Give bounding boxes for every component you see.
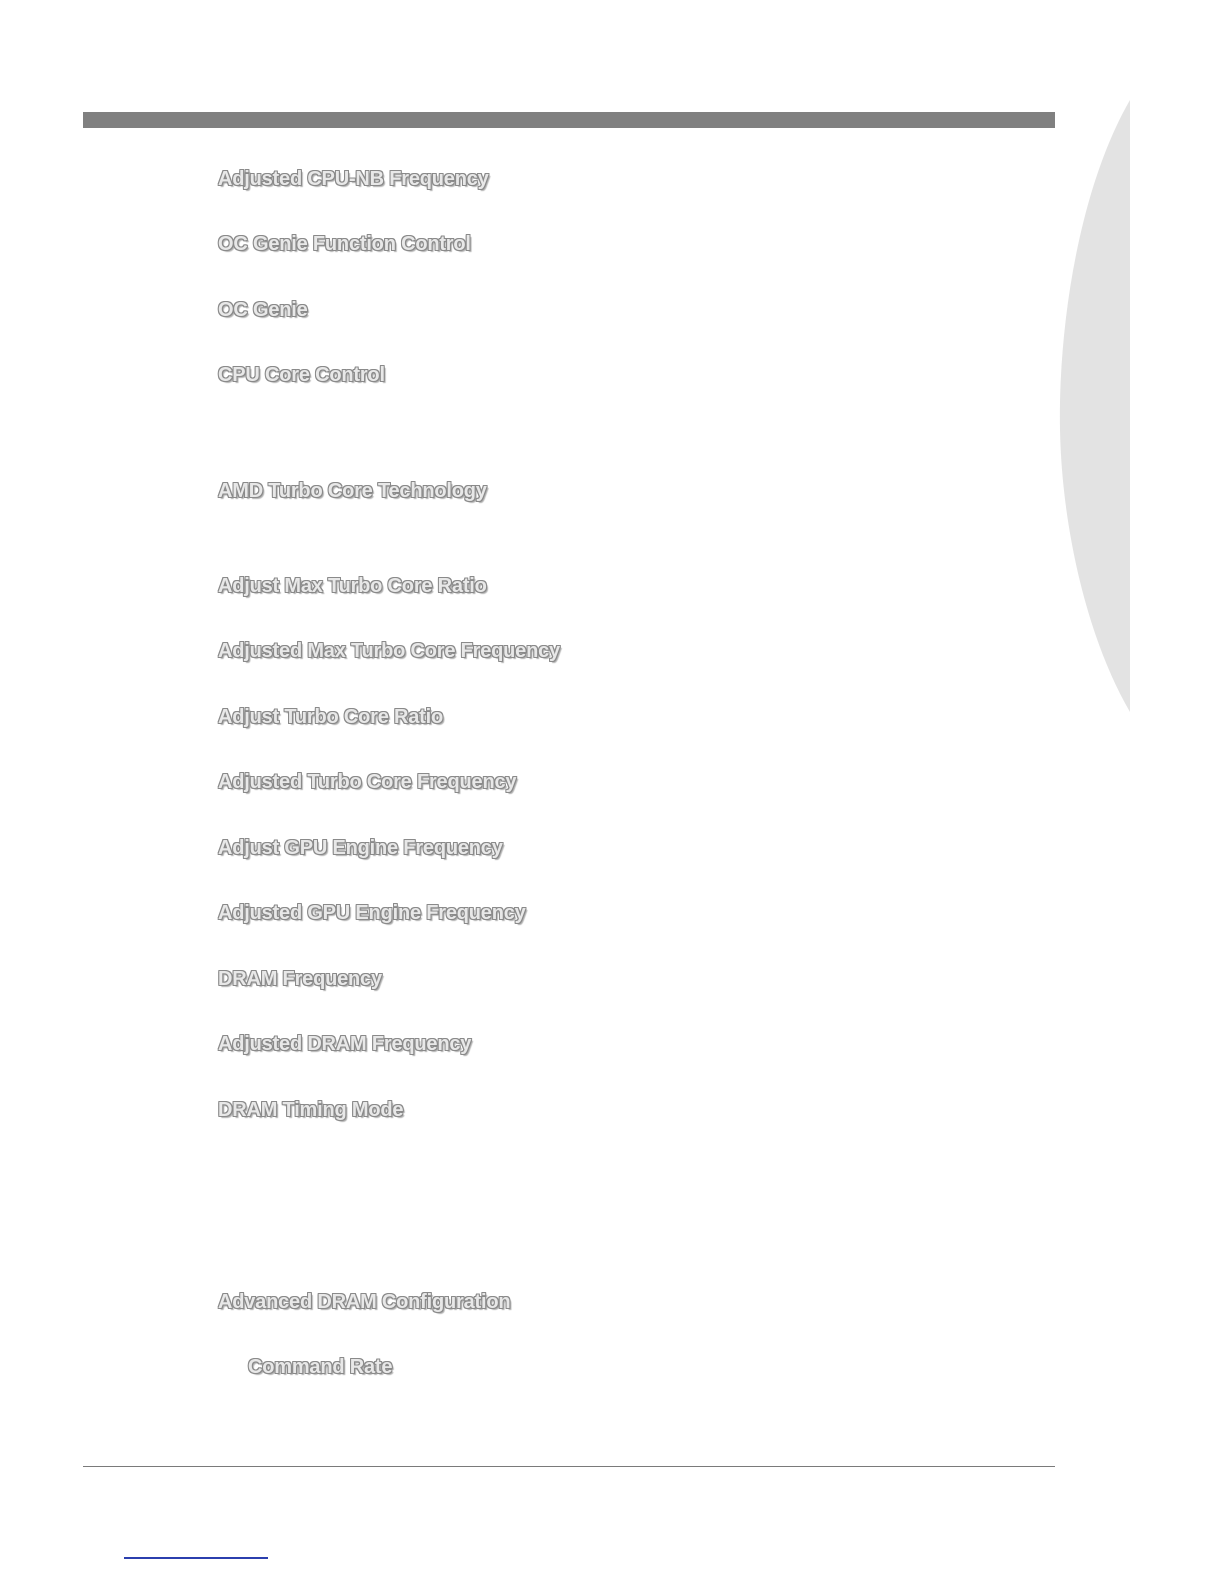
chapter-side-tab [1058, 100, 1138, 720]
footer-divider [83, 1466, 1055, 1467]
heading-cpu-core-control: CPU Core Control [218, 364, 385, 386]
heading-dram-timing-mode: DRAM Timing Mode [218, 1099, 404, 1121]
heading-adjust-turbo-core-ratio: Adjust Turbo Core Ratio [218, 706, 444, 728]
header-bar [83, 112, 1055, 128]
heading-adjusted-cpu-nb-frequency: Adjusted CPU-NB Frequency [218, 168, 489, 190]
heading-advanced-dram-configuration: Advanced DRAM Configuration [218, 1291, 511, 1313]
heading-dram-frequency: DRAM Frequency [218, 968, 382, 990]
heading-adjusted-gpu-engine-frequency: Adjusted GPU Engine Frequency [218, 902, 526, 924]
heading-adjust-max-turbo-core-ratio: Adjust Max Turbo Core Ratio [218, 575, 487, 597]
footer-link-underline [124, 1557, 268, 1559]
heading-adjusted-max-turbo-core-frequency: Adjusted Max Turbo Core Frequency [218, 640, 560, 662]
heading-command-rate: Command Rate [248, 1356, 393, 1378]
heading-adjusted-turbo-core-frequency: Adjusted Turbo Core Frequency [218, 771, 517, 793]
heading-adjust-gpu-engine-frequency: Adjust GPU Engine Frequency [218, 837, 503, 859]
heading-amd-turbo-core-technology: AMD Turbo Core Technology [218, 480, 487, 502]
heading-oc-genie-function-control: OC Genie Function Control [218, 233, 471, 255]
heading-adjusted-dram-frequency: Adjusted DRAM Frequency [218, 1033, 472, 1055]
heading-oc-genie: OC Genie [218, 299, 308, 321]
